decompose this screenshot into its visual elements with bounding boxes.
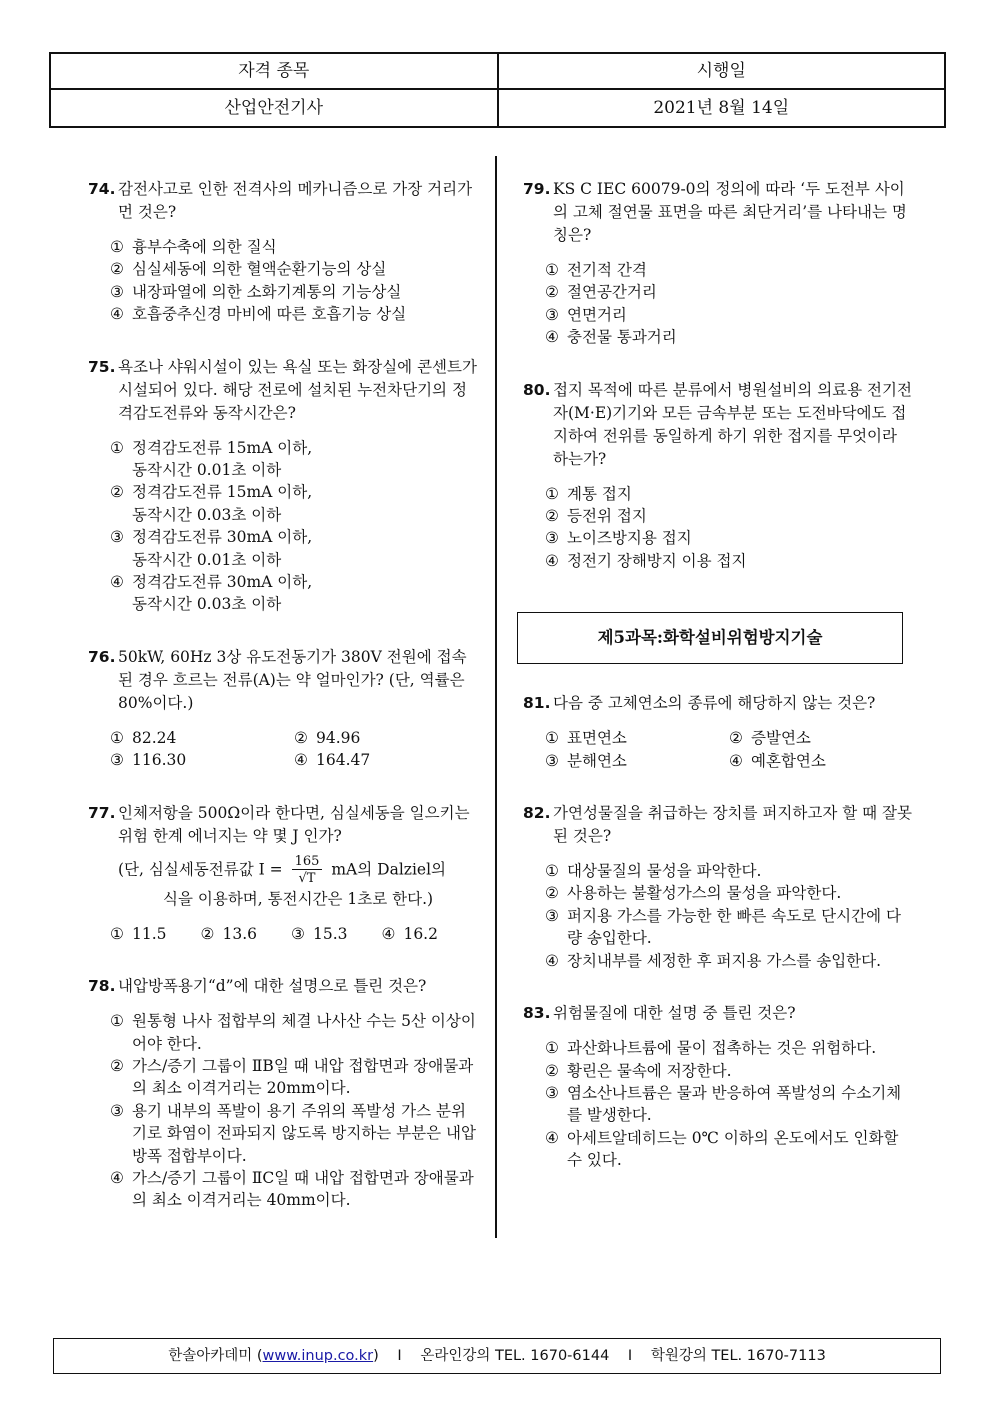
question-82 [523,802,913,972]
option: ③ 용기 내부의 폭발이 용기 주위의 폭발성 가스 분위기로 화염이 전파되지 않도록 방지하는 부분은 내압방폭 접합부이다. [110,1101,476,1165]
option: ③ 15.3 [290,924,348,943]
subject-value: 산업안전기사 [51,90,499,126]
option: ③ 정격감도전류 30mA 이하, 동작시간 0.01초 이하 [110,528,313,569]
separator: I [627,1348,633,1364]
option: ③ 퍼지용 가스를 가능한 한 빠른 속도로 단시간에 다량 송입한다. [545,906,901,948]
question-number: 75. [88,357,116,376]
question-stem: 감전사고로 인한 전격사의 메카니즘으로 가장 거리가 먼 것은? [118,180,473,221]
question-78 [88,975,478,1212]
exam-header-table [49,52,946,128]
academy-phone: 학원강의 TEL. 1670-7113 [650,1348,826,1364]
question-stem: 욕조나 샤워시설이 있는 욕실 또는 화장실에 콘센트가 시설되어 있다. 해당 전로에 설치된 누전차단기의 정격감도전류와 동작시간은? [118,357,477,422]
question-note: (단, 심실세동전류값 I = $\frac{165}{√T}$ mA의 Dalziel의 식을 이용하며, 통전시간은 1초로 한다.) [118,853,447,908]
option: ④ 아세트알데히드는 0℃ 이하의 온도에서도 인화할 수 있다. [545,1128,899,1170]
question-83 [523,1002,913,1171]
question-number: 74. [88,180,116,198]
question-76 [88,646,478,772]
option: ④ 164.47 [294,751,371,770]
column-divider [495,156,497,1238]
option: ④ 정격감도전류 30mA 이하, 동작시간 0.03초 이하 [110,573,313,614]
option: ④ 정전기 장해방지 이용 접지 [545,551,747,570]
section-title: 제5과목:화학설비위험방지기술 [517,612,903,664]
left-column [88,178,478,1242]
option: ② 사용하는 불활성가스의 물성을 파악한다. [545,884,842,903]
separator: I [397,1348,402,1364]
option: ④ 충전물 통과거리 [545,328,677,347]
option: ③ 내장파열에 의한 소화기계통의 기능상실 [110,282,402,301]
question-number: 77. [88,803,116,822]
option: ④ 예혼합연소 [729,751,826,770]
question-number: 83. [523,1004,551,1023]
question-number: 82. [523,804,551,823]
option: ② 절연공간거리 [545,283,657,302]
question-stem: KS C IEC 60079-0의 정의에 따라 ‘두 도전부 사이의 고체 절연물 표면을 따른 최단거리’를 나타내는 명칭은? [553,180,907,244]
question-number: 79. [523,180,551,198]
question-number: 81. [523,694,551,713]
question-number: 80. [523,380,551,399]
option: ② 13.6 [200,924,257,943]
footer-contact: 한솔아카데미 (www.inup.co.kr) I 온라인강의 TEL. 1670-6144 I 학원강의 TEL. 1670-7113 [53,1338,941,1374]
option: ① 82.24 [110,728,177,747]
option: ④ 장치내부를 세정한 후 퍼지용 가스를 송입한다. [545,951,882,970]
question-stem: 가연성물질을 취급하는 장치를 퍼지하고자 할 때 잘못된 것은? [553,804,912,846]
option: ③ 분해연소 [545,751,627,770]
option: ③ 노이즈방지용 접지 [545,529,692,548]
question-74 [88,178,478,326]
header-value-row [51,88,944,126]
option: ④ 가스/증기 그룹이 ⅡC일 때 내압 접합면과 장애물과의 최소 이격거리는 40mm이다. [110,1168,474,1210]
website-link[interactable]: www.inup.co.kr [262,1348,374,1364]
option: ② 가스/증기 그룹이 ⅡB일 때 내압 접합면과 장애물과의 최소 이격거리는 20mm이다. [110,1056,474,1098]
question-80 [523,379,913,573]
question-stem: 내압방폭용기“d”에 대한 설명으로 틀린 것은? [118,977,427,996]
option: ③ 116.30 [110,751,187,770]
option: ② 94.96 [294,728,361,747]
option: ① 과산화나트륨에 물이 접촉하는 것은 위험하다. [545,1039,877,1058]
option: ④ 16.2 [381,924,438,943]
question-stem: 다음 중 고체연소의 종류에 해당하지 않는 것은? [553,694,876,713]
question-75 [88,356,478,616]
option: ④ 호흡중추신경 마비에 따른 호흡기능 상실 [110,305,407,324]
option: ① 전기적 간격 [545,261,647,279]
option: ① 11.5 [110,924,167,943]
right-column [523,178,913,1202]
option: ② 증발연소 [729,729,811,748]
header-label-row [51,54,944,88]
subject-label: 자격 종목 [51,54,499,88]
question-81 [523,692,913,772]
option: ③ 염소산나트륨은 물과 반응하여 폭발성의 수소기체를 발생한다. [545,1083,902,1125]
online-phone: 온라인강의 TEL. 1670-6144 [420,1348,610,1364]
option: ③ 연면거리 [545,305,627,324]
question-77 [88,802,478,945]
question-number: 78. [88,977,116,996]
option: ① 계통 접지 [545,484,632,503]
question-stem: 50kW, 60Hz 3상 유도전동기가 380V 전원에 접속된 경우 흐르는 전류(A)는 약 얼마인가? (단, 역률은 80%이다.) [118,647,467,712]
option: ① 흉부수축에 의한 질식 [110,238,277,256]
option: ① 원통형 나사 접합부의 체결 나사산 수는 5산 이상이어야 한다. [110,1012,476,1053]
date-label: 시행일 [696,61,746,81]
option: ② 심실세동에 의한 혈액순환기능의 상실 [110,260,387,279]
option: ② 정격감도전류 15mA 이하, 동작시간 0.03초 이하 [110,483,313,524]
option: ① 표면연소 [545,729,627,748]
question-number: 76. [88,647,116,666]
question-stem: 인체저항을 500Ω이라 한다면, 심실세동을 일으키는 위험 한계 에너지는 약 몇 J 인가? [118,803,470,845]
option: ① 정격감도전류 15mA 이하, 동작시간 0.01초 이하 [110,438,313,480]
question-79 [523,178,913,349]
option: ② 황린은 물속에 저장한다. [545,1061,732,1080]
option: ① 대상물질의 물성을 파악한다. [545,862,762,881]
fraction: $\frac{165}{√T}$ [292,854,323,887]
option: ② 등전위 접지 [545,507,647,526]
question-stem: 접지 목적에 따른 분류에서 병원설비의 의료용 전기전자(M·E)기기와 모든 금속부분 또는 도전바닥에도 접지하여 전위를 동일하게 하기 위한 접지를 무엇이라 하는가? [553,380,912,468]
date-value: 2021년 8월 14일 [653,98,790,118]
question-stem: 위험물질에 대한 설명 중 틀린 것은? [553,1004,796,1023]
